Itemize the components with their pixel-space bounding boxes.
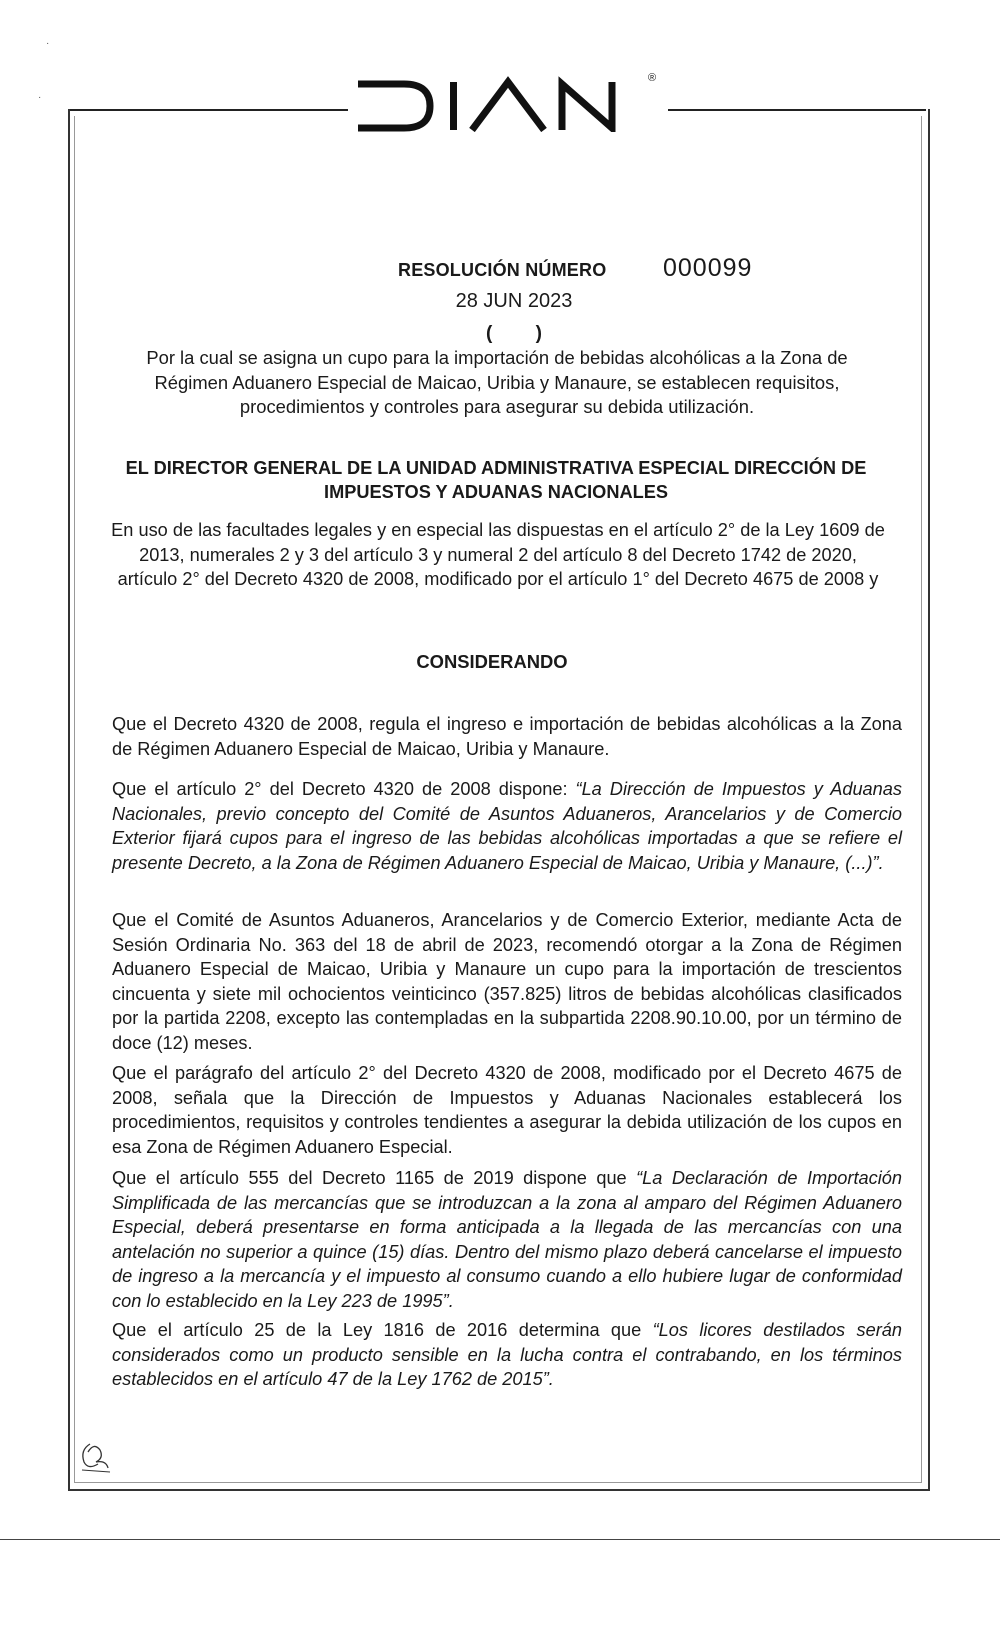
considerando-paragraph-2	[112, 777, 902, 875]
svg-text:DIAN: DIAN	[358, 72, 361, 73]
resolution-number: 000099	[663, 254, 753, 282]
scan-speck: ·	[38, 92, 42, 103]
paragraph-2-intro: Que el artículo 2° del Decreto 4320 de 2008 dispone:	[112, 779, 576, 799]
registered-mark: ®	[648, 72, 657, 84]
handwritten-initials	[78, 1436, 112, 1476]
paragraph-5-quote: “La Declaración de Importación Simplificada de las mercancías que se introduzcan a la zona al amparo del Régimen Aduanero Especial, deberá presentarse en forma anticipada a la llegada de las mercancías con una antelación no superior a quince (15) días. Dentro del mismo plazo deberá cancelarse el impuesto de ingreso a la mercancía y el impuesto al consumo cuando a ello hubiere lugar de conformidad con lo establecido en la Ley 223 de 1995”.	[112, 1168, 903, 1311]
considerando-paragraph-4: Que el parágrafo del artículo 2° del Decreto 4320 de 2008, modificado por el Decreto 4675 de 2008, señala que la Dirección de Impuestos y Aduanas Nacionales establecerá los procedimientos, requisitos y controles tendientes a asegurar la debida utilización de los cupos en esa Zona de Régimen Aduanero Especial.	[112, 1063, 902, 1157]
considerando-heading: CONSIDERANDO	[416, 651, 568, 672]
authority-title: EL DIRECTOR GENERAL DE LA UNIDAD ADMINISTRATIVA ESPECIAL DIRECCIÓN DE IMPUESTOS Y ADUANAS NACIONALES	[125, 458, 867, 502]
resolution-subject: Por la cual se asigna un cupo para la importación de bebidas alcohólicas a la Zona de Régimen Aduanero Especial de Maicao, Uribia y Manaure, se establecen requisitos, procedimientos y controles para asegurar su debida utilización.	[146, 347, 848, 417]
considerando-paragraph-5	[112, 1166, 902, 1313]
page-bottom-rule	[0, 1539, 1000, 1540]
resolution-parentheses: ( )	[486, 323, 542, 344]
resolution-header	[0, 254, 1000, 284]
authority-powers: En uso de las facultades legales y en especial las dispuestas en el artículo 2° de la Ley 1609 de 2013, numerales 2 y 3 del artículo 3 y numeral 2 del artículo 8 del Decreto 1742 de 2020, artículo 2° del Decreto 4320 de 2008, modificado por el artículo 1° del Decreto 4675 de 2008 y	[111, 520, 885, 589]
paragraph-6-intro: Que el artículo 25 de la Ley 1816 de 2016 determina que	[112, 1320, 653, 1340]
scan-speck: ·	[46, 38, 50, 49]
paragraph-2-quote: “La Dirección de Impuestos y Aduanas Nacionales, previo concepto del Comité de Asuntos Aduaneros, Arancelarios y de Comercio Exterior fijará cupos para el ingreso de las bebidas alcohólicas importadas a que se refiere el presente Decreto, a la Zona de Régimen Aduanero Especial de Maicao, Uribia y Manaure, (...)”.	[112, 779, 902, 873]
resolution-date: 28 JUN 2023	[455, 290, 573, 312]
considerando-paragraph-1: Que el Decreto 4320 de 2008, regula el ingreso e importación de bebidas alcohólicas a la Zona de Régimen Aduanero Especial de Maicao, Uribia y Manaure.	[112, 714, 902, 759]
considerando-paragraph-3: Que el Comité de Asuntos Aduaneros, Arancelarios y de Comercio Exterior, mediante Acta de Sesión Ordinaria No. 363 del 18 de abril de 2023, recomendó otorgar a la Zona de Régimen Aduanero Especial de Maicao, Uribia y Manaure un cupo para la importación de trescientos cincuenta y siete mil ochocientos veinticinco (357.825) litros de bebidas alcohólicas clasificados por la partida 2208, excepto las contempladas en la subpartida 2208.90.10.00, por un término de doce (12) meses.	[112, 910, 902, 1053]
paragraph-5-intro: Que el artículo 555 del Decreto 1165 de 2019 dispone que	[112, 1168, 637, 1188]
considerando-paragraph-6	[112, 1318, 902, 1392]
paragraph-6-quote: “Los licores destilados serán considerados como un producto sensible en la lucha contra el contrabando, en los términos establecidos en el artículo 47 de la Ley 1762 de 2015”.	[112, 1320, 902, 1389]
resolution-label: RESOLUCIÓN NÚMERO	[398, 260, 607, 280]
